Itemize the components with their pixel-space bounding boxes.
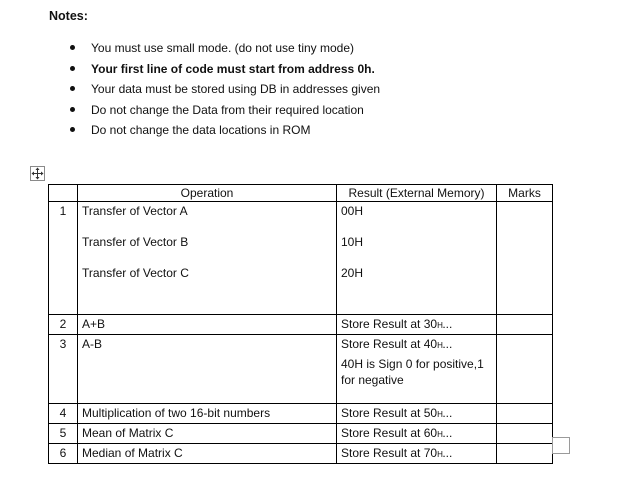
row-num: 2 <box>49 315 78 335</box>
header-num <box>49 185 78 202</box>
result-subscript: H <box>437 430 443 439</box>
row-marks[interactable] <box>497 424 553 444</box>
row-marks[interactable] <box>497 202 553 315</box>
result-subscript: H <box>437 341 443 350</box>
row-result <box>337 404 497 424</box>
table-row <box>49 335 553 404</box>
notes-item-text: Your data must be stored using DB in addresses given <box>91 82 381 96</box>
header-result: Result (External Memory) <box>337 185 497 202</box>
notes-item <box>70 61 380 82</box>
row-operation: A+B <box>78 315 337 335</box>
row-operation: Mean of Matrix C <box>78 424 337 444</box>
notes-item <box>70 102 380 123</box>
notes-item-text: Do not change the Data from their required location <box>91 102 364 117</box>
header-operation: Operation <box>78 185 337 202</box>
results-table <box>48 184 553 464</box>
bullet-icon <box>70 86 75 91</box>
table-resize-icon[interactable] <box>552 437 570 454</box>
notes-title: Notes: <box>49 9 88 23</box>
row-result <box>337 202 497 315</box>
table-row <box>49 424 553 444</box>
operation-line: Transfer of Vector C <box>82 266 189 280</box>
bullet-icon <box>70 127 75 132</box>
header-marks: Marks <box>497 185 553 202</box>
row-num: 1 <box>49 202 78 315</box>
table-header-row <box>49 185 553 202</box>
row-num: 5 <box>49 424 78 444</box>
operation-line: Transfer of Vector B <box>82 235 189 249</box>
result-suffix: ... <box>442 446 453 460</box>
result-line: 00H <box>341 204 364 218</box>
row-marks[interactable] <box>497 404 553 424</box>
table-row <box>49 315 553 335</box>
result-suffix: ... <box>442 317 453 331</box>
row-result <box>337 335 497 404</box>
result-text: Store Result at 60 <box>341 426 438 440</box>
result-subscript: H <box>437 450 443 459</box>
row-marks[interactable] <box>497 315 553 335</box>
notes-item <box>70 40 380 61</box>
table-row <box>49 444 553 464</box>
notes-item <box>70 81 380 102</box>
notes-list <box>70 40 380 143</box>
result-line <box>341 336 492 354</box>
result-line: 10H <box>341 235 364 249</box>
row-marks[interactable] <box>497 444 553 464</box>
row-marks[interactable] <box>497 335 553 404</box>
bullet-icon <box>70 107 75 112</box>
result-line: 20H <box>341 266 364 280</box>
bullet-icon <box>70 45 75 50</box>
result-note: 40H is Sign 0 for positive,1 for negative <box>341 357 484 387</box>
row-result <box>337 444 497 464</box>
operation-line: Transfer of Vector A <box>82 204 188 218</box>
table-move-icon[interactable] <box>30 166 45 181</box>
result-suffix: ... <box>442 426 453 440</box>
notes-item-text: Your first line of code must start from address 0h. <box>91 61 375 76</box>
row-num: 6 <box>49 444 78 464</box>
row-operation: Median of Matrix C <box>78 444 337 464</box>
notes-item-text: Do not change the data locations in ROM <box>91 123 311 137</box>
bullet-icon <box>70 66 75 71</box>
row-result <box>337 315 497 335</box>
result-text: Store Result at 50 <box>341 406 438 420</box>
table-row <box>49 404 553 424</box>
table-row <box>49 202 553 315</box>
result-subscript: H <box>437 321 443 330</box>
notes-item <box>70 122 380 143</box>
row-operation: A-B <box>78 335 337 404</box>
notes-item-text: You must use small mode. (do not use tiny mode) <box>91 41 355 55</box>
result-suffix: ... <box>442 337 453 351</box>
row-operation <box>78 202 337 315</box>
result-subscript: H <box>437 410 443 419</box>
result-text: Store Result at 70 <box>341 446 438 460</box>
row-result <box>337 424 497 444</box>
row-operation: Multiplication of two 16-bit numbers <box>78 404 337 424</box>
result-text: Store Result at 30 <box>341 317 438 331</box>
result-text: Store Result at 40 <box>341 337 438 351</box>
row-num: 3 <box>49 335 78 404</box>
row-num: 4 <box>49 404 78 424</box>
result-suffix: ... <box>442 406 453 420</box>
